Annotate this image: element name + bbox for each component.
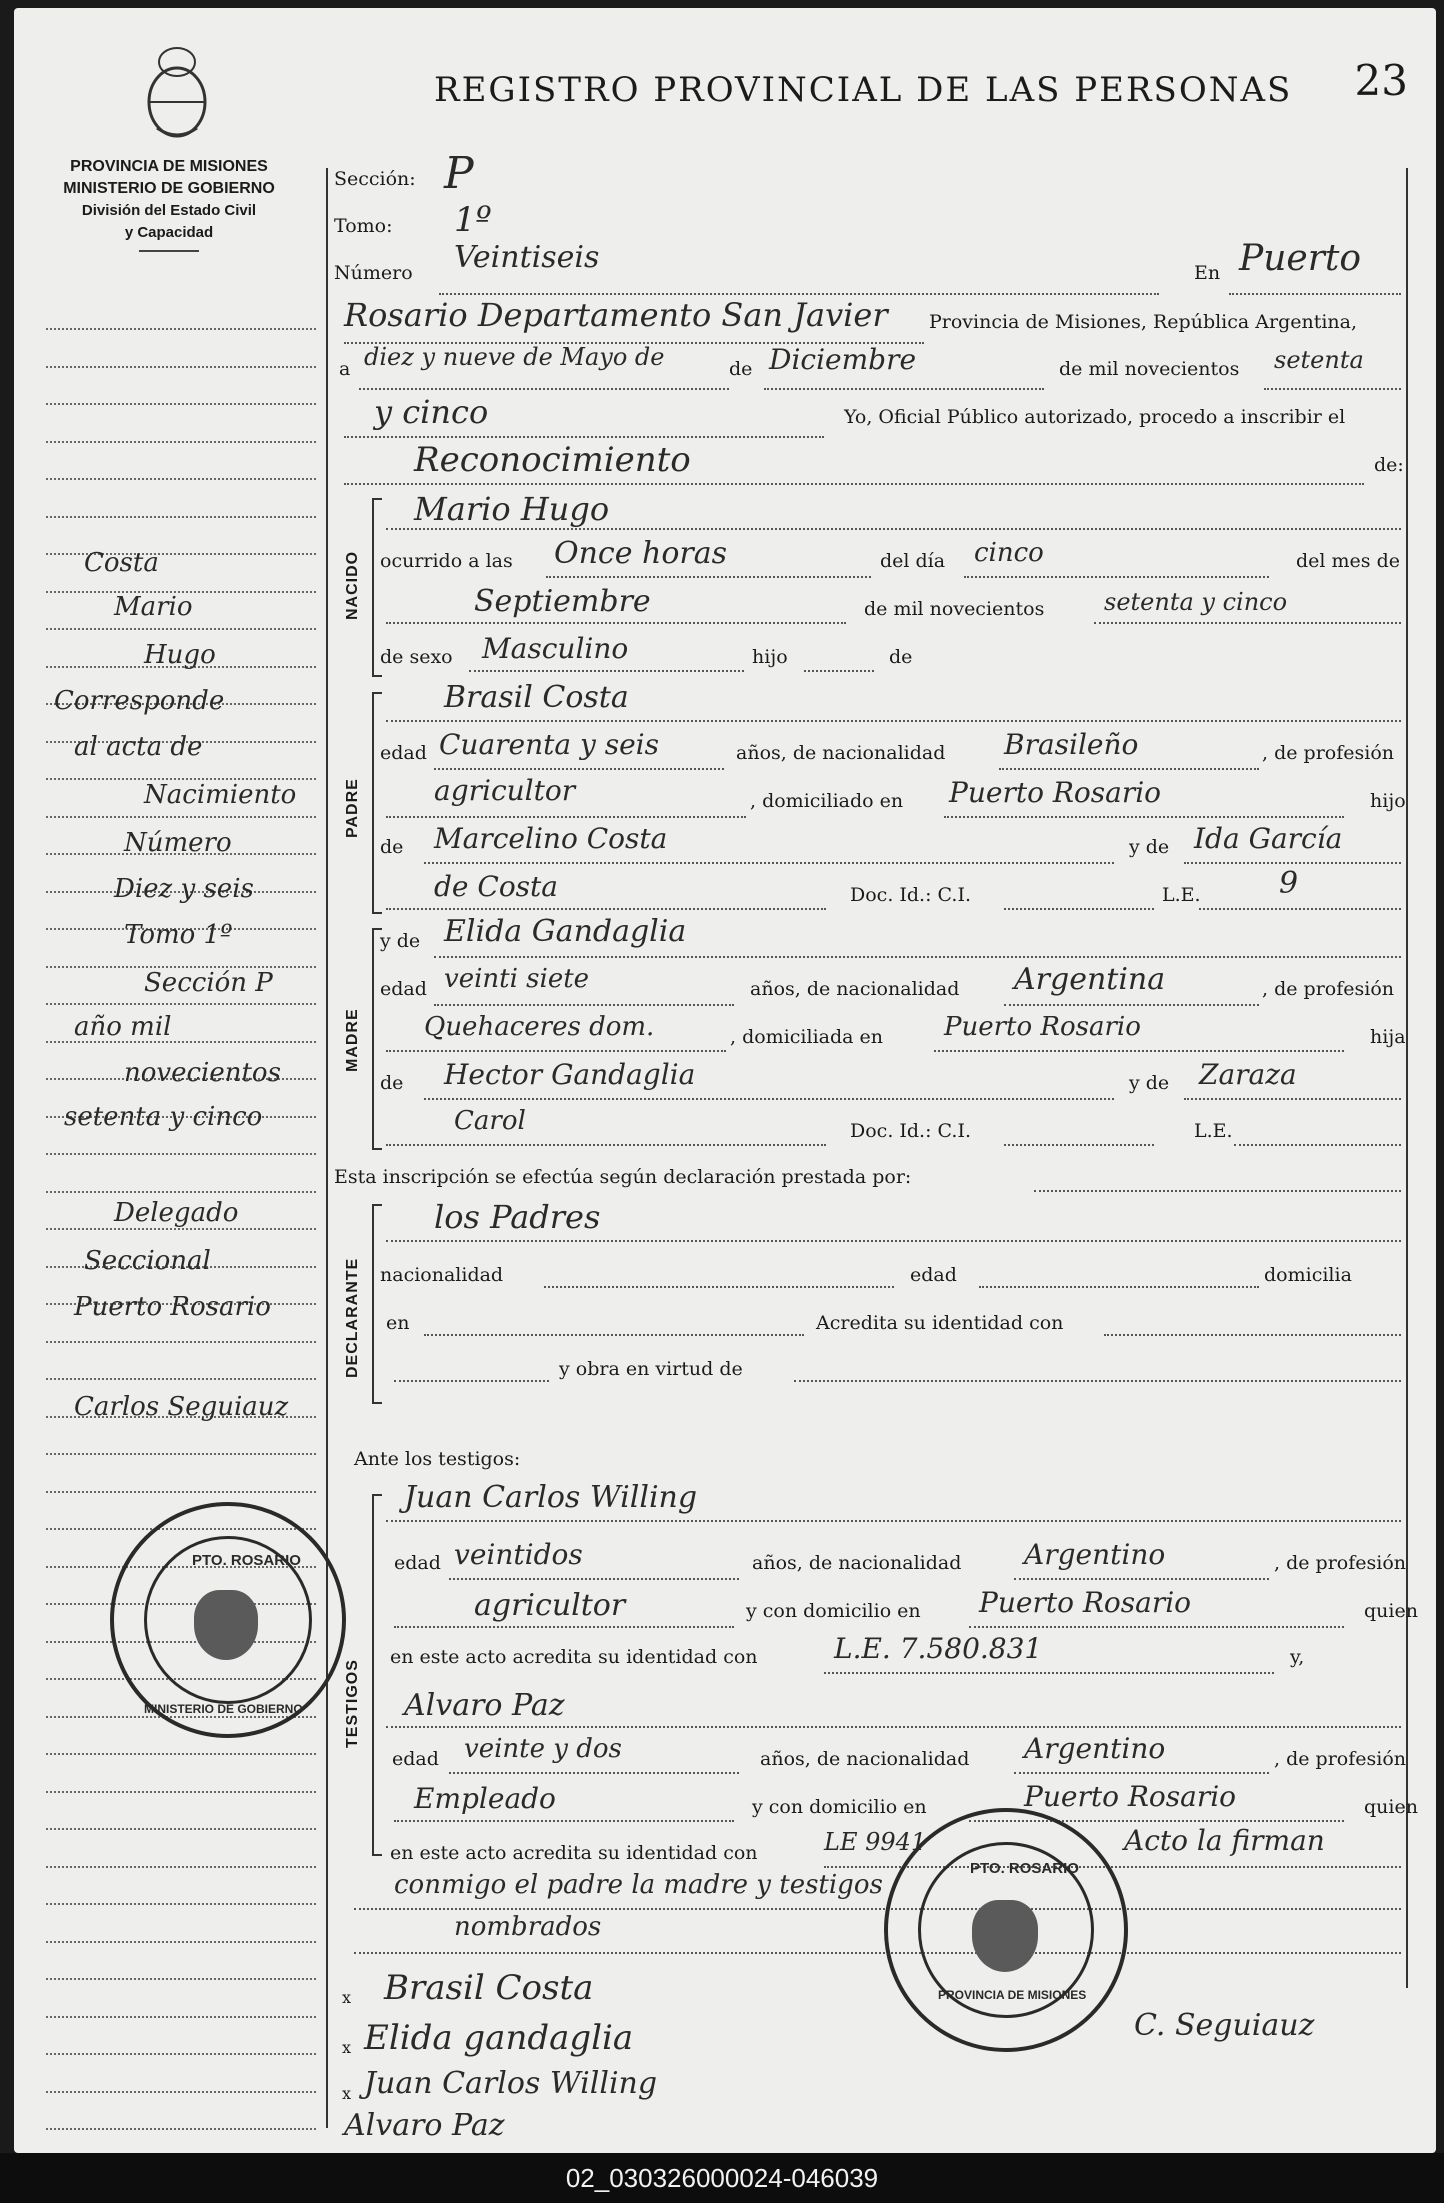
numero-value: Veintiseis [454,240,600,275]
sidebar-divider [326,168,328,2128]
sidebar-rule [46,1003,316,1005]
padre-madre-value: Ida García [1194,822,1343,855]
margin-note-line: Tomo 1º [124,920,233,950]
padre-le-value: 9 [1279,866,1299,901]
padre-nac-value: Brasileño [1004,728,1139,761]
padre-hijo-label: hijo [1370,790,1406,812]
madre-edad-label: edad [380,978,427,1000]
seccion-label: Sección: [334,168,416,190]
sidebar-rule [46,628,316,630]
testigo1-dom-value: Puerto Rosario [979,1586,1192,1619]
sidebar-rule [46,2128,316,2130]
madre-yde-label: y de [380,930,421,952]
sidebar-rule [46,1191,316,1193]
padre-dom-label: , domiciliado en [750,790,904,812]
stamp-2-bottom-text: PROVINCIA DE MISIONES [938,1988,1087,2002]
declarante-edad-label: edad [910,1264,957,1286]
official-stamp-2 [884,1808,1128,2052]
stamp-center-text: PTO. ROSARIO [192,1552,301,1569]
year-value-2: y cinco [374,393,489,431]
madre-de-label: de [380,1072,404,1094]
margin-note-line: Mario [114,592,193,622]
padre-edad-label: edad [380,742,427,764]
numero-label: Número [334,262,413,284]
section-label-madre: MADRE [344,1008,361,1072]
sidebar-rule [46,1753,316,1755]
margin-note-line: Hugo [144,640,216,670]
del-mes-label: del mes de [1296,550,1400,572]
de-label: de [729,358,753,380]
mes-value: Septiembre [474,584,651,619]
sidebar-rule [46,516,316,518]
margin-note-line: novecientos [124,1058,281,1088]
page-title: REGISTRO PROVINCIAL DE LAS PERSONAS [434,70,1293,110]
margin-note-line: Puerto Rosario [74,1292,271,1322]
padre-dom-value: Puerto Rosario [949,776,1162,809]
signature-father: Brasil Costa [384,1968,594,2008]
sidebar-rule [46,1978,316,1980]
testigo1-edad-label: edad [394,1552,441,1574]
padre-le-label: L.E. [1162,884,1201,906]
testigo1-acredita-label: en este acto acredita su identidad con [390,1646,758,1668]
del-dia-label: del día [880,550,946,572]
place-value: Rosario Departamento San Javier [344,296,888,334]
sidebar-rule [46,1828,316,1830]
margin-note-line: Costa [84,548,159,578]
testigo1-quien-label: quien [1364,1600,1418,1622]
testigo2-doc-value: LE 9941 [824,1828,927,1856]
padre-padre-value: Marcelino Costa [434,822,668,855]
document-id-footer: 02_030326000024-046039 [0,2153,1444,2203]
madre-name: Elida Gandaglia [444,914,687,949]
testigos-intro: Ante los testigos: [354,1448,521,1470]
margin-note-line: Corresponde [54,686,225,716]
padre-prof-value: agricultor [434,774,576,807]
testigo2-name: Alvaro Paz [404,1688,565,1723]
testigo1-nac-value: Argentino [1024,1538,1166,1571]
anio-value: setenta y cinco [1104,588,1288,616]
sidebar-rule [46,2053,316,2055]
signature-witness-1: Juan Carlos Willing [364,2066,658,2101]
margin-note-line: Diez y seis [114,874,254,904]
section-label-testigos: TESTIGOS [344,1659,361,1748]
year-value: setenta [1274,346,1364,374]
testigo1-name: Juan Carlos Willing [404,1480,698,1515]
madre-madre-value: Zaraza [1199,1058,1297,1091]
testigo1-y-label: y, [1290,1646,1305,1668]
sidebar-rule [46,403,316,405]
a-label: a [339,358,351,380]
section-label-nacido: NACIDO [344,550,361,620]
testigo2-dom-label: y con domicilio en [752,1796,927,1818]
declarante-intro: Esta inscripción se efectúa según declaración prestada por: [334,1166,912,1188]
padre-prof-label: , de profesión [1262,742,1394,764]
dia-value: cinco [974,538,1044,568]
hora-value: Once horas [554,536,728,571]
testigo2-edad-value: veinte y dos [464,1734,622,1764]
sidebar-rule [46,1866,316,1868]
office-block [14,156,324,252]
testigo1-edad-value: veintidos [454,1538,583,1571]
testigo1-prof-label: , de profesión [1274,1552,1406,1574]
sidebar-rule [46,478,316,480]
signature-official: C. Seguiauz [1134,2008,1315,2043]
padre-madre-value-2: de Costa [434,870,558,903]
margin-note-line: año mil [74,1012,172,1042]
margin-note-line: setenta y cinco [64,1102,263,1132]
sidebar-rule [46,816,316,818]
declarante-value: los Padres [434,1198,601,1236]
padre-edad-value: Cuarenta y seis [439,728,659,761]
hijo-label: hijo [752,646,788,668]
testigo2-edad-label: edad [392,1748,439,1770]
margin-note-line: al acta de [74,732,203,762]
sexo-value: Masculino [482,632,629,665]
en-label: En [1194,262,1221,284]
declarante-acredita-label: Acredita su identidad con [816,1312,1064,1334]
testigo1-doc-value: L.E. 7.580.831 [834,1632,1043,1665]
testigo2-nac-value: Argentino [1024,1732,1166,1765]
sidebar-rule [46,1491,316,1493]
madre-prof-label: , de profesión [1262,978,1394,1000]
sidebar-rule [46,1341,316,1343]
testigo2-quien-label: quien [1364,1796,1418,1818]
testigo1-prof-value: agricultor [474,1588,626,1623]
madre-nac-label: años, de nacionalidad [750,978,960,1000]
sidebar-rule [46,1153,316,1155]
closing-line-1: conmigo el padre la madre y testigos [394,1870,883,1900]
mil-label: de mil novecientos [864,598,1045,620]
testigo1-nac-label: años, de nacionalidad [752,1552,962,1574]
padre-name: Brasil Costa [444,680,629,715]
declarante-nac-label: nacionalidad [380,1264,504,1286]
margin-note-line: Carlos Seguiauz [74,1392,289,1422]
office-line: División del Estado Civil [81,202,257,219]
tomo-label: Tomo: [334,215,393,237]
seccion-value: P [444,148,474,199]
margin-note-line: Número [124,828,232,858]
nacido-name: Mario Hugo [414,490,610,528]
sexo-label: de sexo [380,646,453,668]
ocurrido-label: ocurrido a las [380,550,513,572]
madre-hija-label: hija [1370,1026,1406,1048]
madre-madre-value-2: Carol [454,1106,526,1136]
padre-doc-label: Doc. Id.: C.I. [850,884,971,906]
declarante-obra-label: y obra en virtud de [559,1358,743,1380]
madre-le-label: L.E. [1194,1120,1233,1142]
declarante-en-label: en [386,1312,410,1334]
sidebar-rule [46,328,316,330]
office-line: PROVINCIA DE MISIONES [70,158,268,175]
sidebar-rule [46,1791,316,1793]
margin-note-line: Nacimiento [144,780,297,810]
sidebar-rule [46,2091,316,2093]
date-value: diez y nueve de Mayo de [364,343,665,371]
margin-note-line: Sección P [144,968,273,998]
office-line: y Capacidad [124,224,214,241]
right-border [1406,168,1408,1988]
sidebar-rule [46,366,316,368]
mil-text: de mil novecientos [1059,358,1240,380]
page-number: 23 [1354,56,1408,105]
stamp-2-shield-icon [972,1900,1038,1972]
testigo1-dom-label: y con domicilio en [746,1600,921,1622]
stamp-shield-icon [194,1590,258,1660]
padre-yde-label: y de [1129,836,1170,858]
madre-edad-value: veinti siete [444,964,590,994]
de-label-nacido: de [889,646,913,668]
sidebar-rule [46,1941,316,1943]
month-value: Diciembre [769,343,917,376]
testigo2-dom-value: Puerto Rosario [1024,1780,1237,1813]
testigo2-extra: Acto la firman [1124,1824,1325,1857]
signature-witness-2: Alvaro Paz [344,2108,505,2143]
testigo2-nac-label: años, de nacionalidad [760,1748,970,1770]
coat-of-arms-icon [132,32,222,142]
sidebar-rule [46,2016,316,2018]
closing-line-2: nombrados [454,1912,602,1942]
signature-mother: Elida gandaglia [364,2018,634,2058]
reconocimiento-value: Reconocimiento [414,440,691,480]
madre-yde2-label: y de [1129,1072,1170,1094]
margin-note-line: Seccional [84,1246,211,1276]
stamp-base-text: MINISTERIO DE GOBIERNO [144,1702,303,1716]
document-page: PROVINCIA DE MISIONES MINISTERIO DE GOBIERNO División del Estado Civil y Capacidad REGISTRO PROVINCIAL DE LAS PERSONAS 23 Costa Mario Hugo Corresponde al acta de Nacimiento Número Diez y seis Tomo 1º Sección P año mil novecientos setenta y cinco Delegado Seccional Puerto Rosario Carlos Seguiauz Sección: P Tomo: 1º Número Veintiseis En Puerto Rosario Departamento San Javier Provincia de Misiones, República Argentina, a diez y nueve de Mayo de de Diciembre de mil novecientos setenta y cinco Yo, Oficial Público autorizado, procedo a inscribir el Reconocimiento de: NACIDO Mario Hugo ocurrido a las Once horas del día cinco del mes de Septiembre de mil novecientos setenta y cinco de sexo Masculino hijo de PADRE Brasil Costa edad Cuarenta y seis años, de nacionalidad Brasileño , de profesión agricultor , domiciliado en Puerto Rosario hijo de Marcelino Costa y de Ida García de Costa Doc. Id.: C.I. L.E. 9 MADRE y de Elida Gandaglia edad veinti siete años, de nacionalidad Argentina , de profesión Quehaceres dom. , domiciliada en Puerto Rosario hija de Hector Gandaglia y de Zaraza Carol Doc. Id.: C.I. L.E. Esta inscripción se efectúa según declaración prestada por: DECLARANTE los Padres nacionalidad edad domicilia en Acredita su identidad con y obra en virtud de Ante los testigos: TESTIGOS Juan Carlos Willing edad veintidos años, de nacionalidad Argentino , de profesión agricultor y con domicilio en Puerto Rosario quien en este acto acredita su identidad con L.E. 7.580.831 y, Alvaro Paz edad veinte y dos años, de nacionalidad Argentino , de profesión Empleado y con domicilio en Puerto Rosario quien en este acto acredita su identidad con LE 9941 Acto la firman conmigo el padre la madre y testigos nombrados x Brasil Costa x Elida gandaglia x Juan Carlos Willing Alvaro Paz C. Seguiauz PTO. ROSARIO MINISTERIO DE GOBIERNO PTO. ROSARIO PROVINCIA DE MISIONES [14,8,1436,2153]
madre-prof-value: Quehaceres dom. [424,1012,655,1042]
testigo2-prof-value: Empleado [414,1782,556,1815]
section-label-declarante: DECLARANTE [344,1257,361,1378]
testigo2-prof-label: , de profesión [1274,1748,1406,1770]
provincia-text: Provincia de Misiones, República Argentina, [929,311,1358,333]
yo-text: Yo, Oficial Público autorizado, procedo a inscribir el [844,406,1346,428]
sidebar-rule [46,1378,316,1380]
testigo2-acredita-label: en este acto acredita su identidad con [390,1842,758,1864]
official-stamp [110,1502,346,1738]
madre-dom-value: Puerto Rosario [944,1012,1141,1042]
padre-de-label: de [380,836,404,858]
sidebar-rule [46,1228,316,1230]
margin-note-line: Delegado [114,1198,239,1228]
declarante-dom-label: domicilia [1264,1264,1352,1286]
sidebar-rule [46,441,316,443]
madre-dom-label: , domiciliada en [730,1026,883,1048]
madre-nac-value: Argentina [1014,962,1166,997]
section-label-padre: PADRE [344,778,361,838]
en-value: Puerto [1239,238,1362,279]
madre-padre-value: Hector Gandaglia [444,1058,696,1091]
sidebar-rule [46,1453,316,1455]
madre-doc-label: Doc. Id.: C.I. [850,1120,971,1142]
sidebar-rule [46,1903,316,1905]
office-line: MINISTERIO DE GOBIERNO [63,180,275,197]
de-end-label: de: [1374,454,1404,476]
stamp-2-center-text: PTO. ROSARIO [970,1860,1079,1877]
tomo-value: 1º [454,200,492,240]
padre-nac-label: años, de nacionalidad [736,742,946,764]
